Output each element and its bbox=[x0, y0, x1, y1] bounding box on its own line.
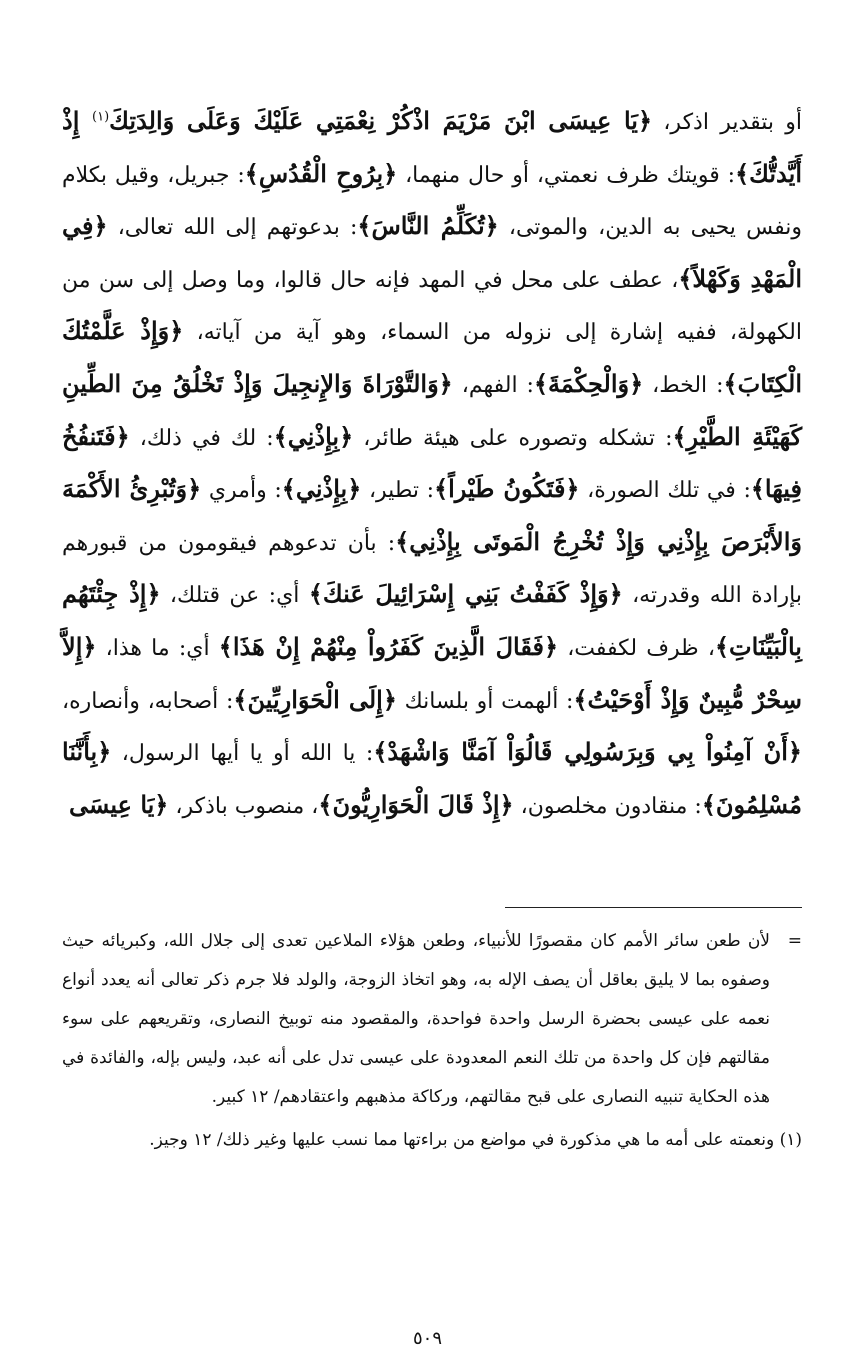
quran-verse: ﴿بِرُوحِ الْقُدُسِ﴾ bbox=[244, 158, 398, 188]
quran-verse: ﴿وَتُبْرِئُ الأَكْمَهَ وَالأَبْرَصَ بِإِذْنِي وَإِذْ تُخْرِجُ الْمَوتَى بِإِذْنِي﴾ bbox=[62, 474, 802, 556]
commentary-text: : منقادون مخلصون، bbox=[513, 793, 702, 819]
quran-verse: ﴿أَنْ آمِنُواْ بِي وَبِرَسُولِي قَالُوَاْ آمَنَّا وَاشْهَدْ﴾ bbox=[373, 737, 802, 767]
commentary-text: : يا الله أو يا أيها الرسول، bbox=[111, 741, 374, 767]
commentary-text: : لك في ذلك، bbox=[129, 425, 274, 451]
commentary-text: : بأن تدعوهم فيقومون من قبورهم بإرادة الله وقدرته، bbox=[62, 530, 802, 609]
quran-verse: ﴿فَتَنفُخُ فِيهَا﴾ bbox=[62, 421, 803, 504]
quran-verse: ﴿وَالْحِكْمَةَ﴾ bbox=[533, 368, 644, 398]
commentary-text: أي: ما هذا، bbox=[96, 635, 219, 661]
commentary-text: : تشكله وتصوره على هيئة طائر، bbox=[353, 425, 673, 451]
commentary-text: : في تلك الصورة، bbox=[579, 478, 751, 504]
commentary-text: : تطير، bbox=[361, 478, 435, 504]
continuation-marker: = bbox=[787, 931, 802, 951]
main-commentary-text bbox=[62, 96, 802, 832]
quran-verse: ﴿إِلَى الْحَوَارِيِّينَ﴾ bbox=[233, 684, 397, 714]
commentary-text: : وأمري bbox=[201, 478, 282, 504]
quran-verse: ﴿فَقَالَ الَّذِينَ كَفَرُواْ مِنْهُمْ إِنْ هَذَا﴾ bbox=[218, 631, 559, 661]
commentary-text: أو بتقدير اذكر، bbox=[652, 110, 802, 135]
quran-verse: ﴿فَتَكُونُ طَيْراً﴾ bbox=[434, 474, 580, 504]
commentary-text: : أصحابه، وأنصاره، bbox=[62, 688, 234, 714]
footnotes-section bbox=[62, 922, 802, 1160]
commentary-paragraph bbox=[62, 96, 802, 832]
quran-verse: ﴿بِإِذْنِي﴾ bbox=[273, 421, 354, 451]
quran-verse: ﴿يَا عِيسَى ابْنَ مَرْيَمَ اذْكُرْ نِعْمَتِي عَلَيْكَ وَعَلَى وَالِدَتِكَ bbox=[109, 106, 653, 135]
footnote-divider bbox=[505, 907, 802, 908]
quran-verse: ﴿وَالتَّوْرَاةَ وَالإِنجِيلَ وَإِذْ تَخْلُقُ مِنَ الطِّينِ كَهَيْئَةِ الطَّيْرِ﴾ bbox=[62, 368, 802, 451]
commentary-text: : بدعوتهم إلى الله تعالى، bbox=[107, 215, 358, 241]
commentary-text: ، عطف على محل في المهد فإنه حال قالوا، وما وصل إلى سن من الكهولة، ففيه إشارة إلى نزوله من السماء، وهو آية من آياته، bbox=[62, 267, 802, 346]
footnote-1-text: (١) ونعمته على أمه ما هي مذكورة في مواضع من براءتها مما نسب عليها وغير ذلك/ ١٢ وجيز. bbox=[149, 1130, 802, 1150]
quran-verse: ﴿فِي الْمَهْدِ وَكَهْلاً﴾ bbox=[62, 211, 803, 293]
quran-verse: ﴿إِذْ جِئْتَهُم بِالْبَيِّنَاتِ﴾ bbox=[62, 579, 802, 661]
quran-verse: ﴿يَا عِيسَى bbox=[68, 789, 169, 819]
footnote-continuation-text: لأن طعن سائر الأمم كان مقصورًا للأنبياء، وطعن هؤلاء الملاعين تعدى إلى جلال الله، وكبريائه حيث وصفوه بما لا يليق بعاقل أن يصف الإله به، وهو اتخاذ الزوجة، والولد فلا جرم ذكر تعالى أنه يعدد أنواع نعمه على عيسى بحضرة الرسل واحدة فواحدة، والمقصود منه توبيخ النصارى، وتقريعهم على سوء مقالتهم فإن كل واحدة من تلك النعم المعدودة على عيسى تدل على أنه عبد، وليس بإله، والفائدة في هذه الحكاية تنبيه النصارى على قبح مقالتهم، وركاكة مذهبهم واعتقادهم/ ١٢ كبير. bbox=[62, 931, 770, 1107]
commentary-text: : جبريل، وقيل بكلام ونفس يحيى به الدين، والموتى، bbox=[62, 162, 803, 241]
quran-verse: ﴿بِأَنَّنَا مُسْلِمُونَ﴾ bbox=[62, 737, 802, 819]
commentary-text: : قويتك ظرف نعمتي، أو حال منهما، bbox=[397, 162, 736, 188]
footnote-reference: (١) bbox=[92, 109, 110, 125]
quran-verse: ﴿إِذْ قَالَ الْحَوَارِيُّونَ﴾ bbox=[318, 789, 514, 819]
quran-verse: ﴿تُكَلِّمُ النَّاسَ﴾ bbox=[357, 211, 499, 241]
quran-verse: إِذْ أَيَّدتُّكَ﴾ bbox=[62, 106, 802, 188]
page-number: ٥٠٩ bbox=[412, 1328, 442, 1349]
commentary-text: ، منصوب باذكر، bbox=[168, 793, 319, 819]
commentary-text: : الخط، bbox=[643, 372, 724, 398]
quran-verse: ﴿إِلاَّ سِحْرٌ مُّبِينٌ وَإِذْ أَوْحَيْتُ﴾ bbox=[62, 631, 802, 714]
commentary-text: أي: عن قتلك، bbox=[160, 583, 309, 609]
quran-verse: ﴿وَإِذْ كَفَفْتُ بَنِي إِسْرَائِيلَ عَنكَ﴾ bbox=[308, 579, 623, 609]
footnote-1 bbox=[62, 1121, 802, 1160]
quran-verse: ﴿بِإِذْنِي﴾ bbox=[281, 474, 362, 504]
commentary-text: : ألهمت أو بلسانك bbox=[396, 688, 574, 714]
commentary-text: ، ظرف لكففت، bbox=[558, 635, 715, 661]
footnote-continuation bbox=[62, 922, 802, 1117]
quran-verse: ﴿وَإِذْ عَلَّمْتُكَ الْكِتَابَ﴾ bbox=[62, 316, 802, 398]
commentary-text: : الفهم، bbox=[452, 372, 534, 398]
